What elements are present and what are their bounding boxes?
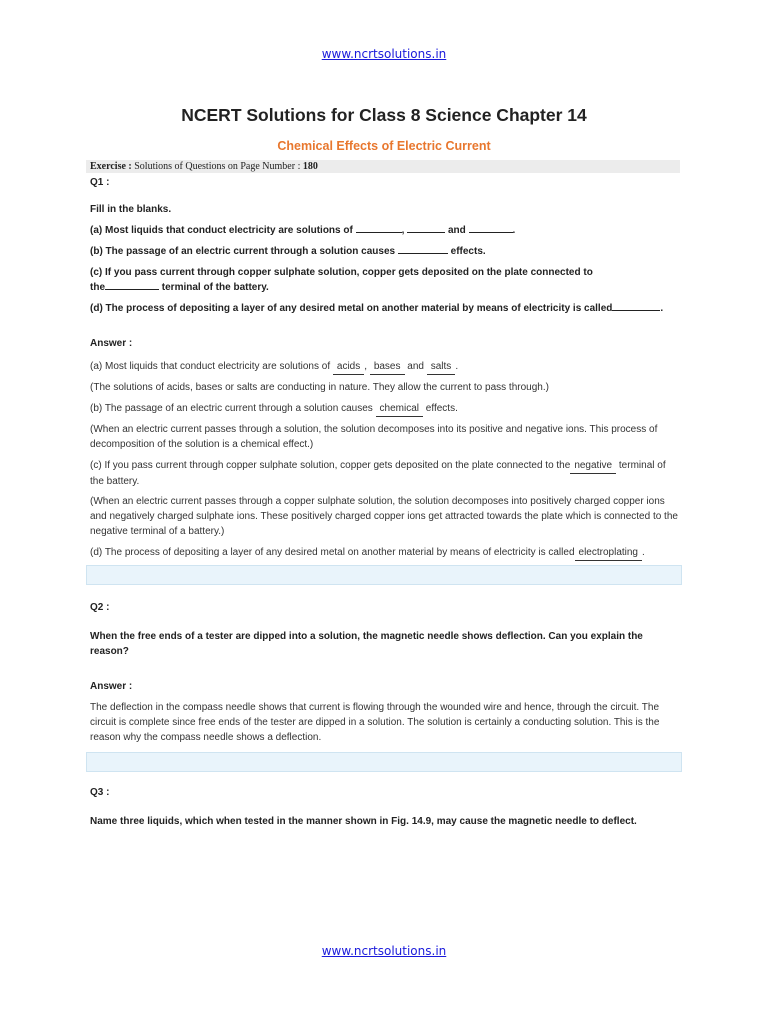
q1-c-line1: (c) If you pass current through copper sulphate solution, copper gets deposited on the plate connected to (90, 267, 593, 278)
page-title: NCERT Solutions for Class 8 Science Chapter 14 (181, 105, 587, 125)
q1-c-line2 (90, 280, 680, 295)
q3-question: Name three liquids, which when tested in the manner shown in Fig. 14.9, may cause the magnetic needle to deflect. (90, 816, 637, 827)
q1-part-c (90, 265, 680, 295)
q1-answer-b-note: (When an electric current passes through a solution, the solution decomposes into its positive and negative ions. This process of decomposition of the solution is a chemical effect.) (90, 424, 658, 450)
q1-a-end: . (512, 225, 516, 236)
site-link-bottom[interactable]: www.ncrtsolutions.in (321, 944, 447, 958)
q1-ans-c-fill: negative (570, 458, 616, 474)
q1-ans-a-end: . (455, 361, 459, 372)
q1-answer-c-note: (When an electric current passes through a copper sulphate solution, the solution decomposes into positively charged copper ions and negatively charged sulphate ions. These positively charged copper ions get attracted towards the plate which is connected to the negative terminal of a battery.) (90, 496, 678, 537)
page-subtitle: Chemical Effects of Electric Current (277, 139, 491, 153)
site-link-top[interactable]: www.ncrtsolutions.in (321, 47, 447, 61)
q1-a-blank-1 (356, 232, 402, 233)
q1-part-b (90, 244, 680, 259)
section-divider-1 (86, 565, 682, 585)
q1-answer-d (90, 545, 680, 561)
q3-label: Q3 : (90, 787, 110, 798)
exercise-bar (86, 160, 680, 173)
q1-d-end: . (660, 303, 664, 314)
q1-answer-b (90, 401, 680, 417)
q1-answer-c (90, 458, 680, 489)
q1-b-post: effects. (450, 246, 486, 257)
q1-ans-d-fill: electroplating (575, 545, 642, 561)
q1-ans-d-text: (d) The process of depositing a layer of any desired metal on another material by means of electricity is called (90, 547, 575, 558)
q1-a-and: and (447, 225, 466, 236)
q1-a-sep: , (401, 225, 405, 236)
q1-ans-a-fill-2: bases (370, 359, 405, 375)
q1-ans-b-post: effects. (425, 403, 458, 414)
q1-ans-b-text: (b) The passage of an electric current through a solution causes (90, 403, 373, 414)
q1-a-text: (a) Most liquids that conduct electricity are solutions of (90, 225, 353, 236)
q1-ans-a-text: (a) Most liquids that conduct electricity are solutions of (90, 361, 331, 372)
exercise-page-number: 180 (302, 161, 318, 172)
q1-b-text: (b) The passage of an electric current through a solution causes (90, 246, 396, 257)
q1-ans-a-sep: , (364, 361, 368, 372)
q1-ans-a-and: and (407, 361, 424, 372)
q1-part-a (90, 223, 680, 238)
q1-c-post: terminal of the battery. (161, 282, 269, 293)
q2-label: Q2 : (90, 602, 110, 613)
q1-ans-c-text: (c) If you pass current through copper sulphate solution, copper gets deposited on the plate connected to the (90, 460, 571, 471)
q1-d-text: (d) The process of depositing a layer of any desired metal on another material by means of electricity is called (90, 303, 613, 314)
q2-question: When the free ends of a tester are dipped into a solution, the magnetic needle shows deflection. Can you explain the reason? (90, 631, 643, 657)
q1-answer-label: Answer : (90, 338, 133, 349)
q1-part-d (90, 301, 680, 316)
q1-b-blank (398, 253, 448, 254)
q1-d-blank (612, 310, 660, 311)
q1-ans-c-post: terminal of the battery. (90, 460, 666, 487)
q1-ans-a-fill-3: salts (427, 359, 456, 375)
q1-answer-a (90, 359, 680, 375)
q1-a-blank-3 (469, 232, 513, 233)
exercise-label: Exercise : (90, 161, 132, 172)
q1-ans-d-end: . (642, 547, 645, 558)
q1-c-pre: the (90, 282, 105, 293)
q1-answer-a-note: (The solutions of acids, bases or salts are conducting in nature. They allow the current to pass through.) (90, 382, 549, 393)
exercise-text: Solutions of Questions on Page Number : (134, 161, 301, 172)
q1-ans-a-fill-1: acids (333, 359, 364, 375)
q1-a-blank-2 (407, 232, 445, 233)
q1-intro: Fill in the blanks. (90, 204, 172, 215)
q1-c-blank (105, 289, 159, 290)
q1-ans-b-fill: chemical (376, 401, 423, 417)
q1-label: Q1 : (90, 177, 110, 188)
q2-answer-label: Answer : (90, 681, 133, 692)
section-divider-2 (86, 752, 682, 772)
q2-answer: The deflection in the compass needle shows that current is flowing through the wounded wire and hence, through the circuit. The circuit is complete since free ends of the tester are dipped in a solution. The solution is certainly a conducting solution. This is the reason why the compass needle shows a deflection. (90, 702, 660, 743)
